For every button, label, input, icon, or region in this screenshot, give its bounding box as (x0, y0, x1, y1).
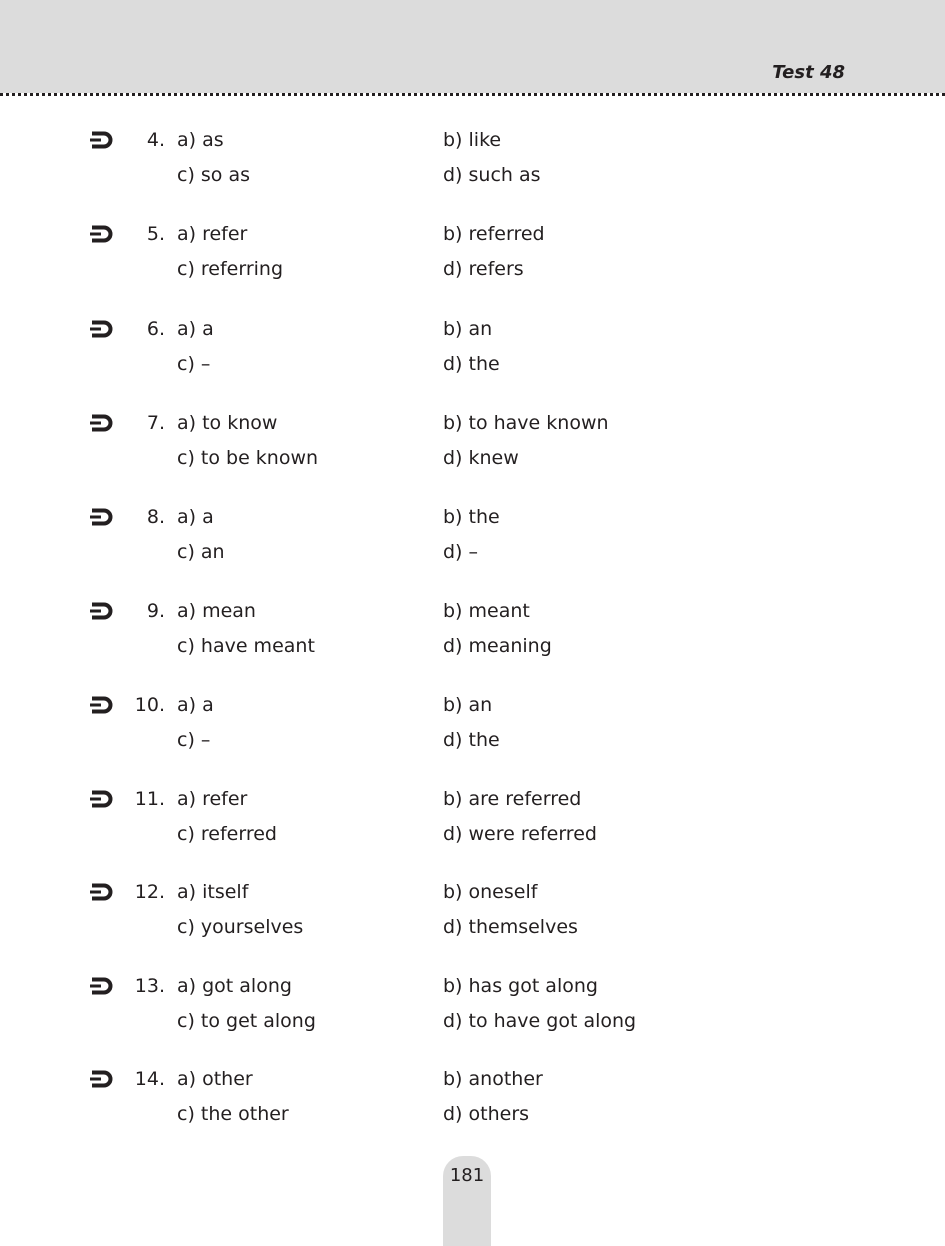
question-item (0, 412, 945, 482)
option-d: d) meaning (443, 635, 552, 657)
option-a: a) got along (177, 975, 292, 997)
question-number: 12. (134, 881, 165, 903)
test-label: Test 48 (772, 62, 845, 83)
option-c: c) the other (177, 1103, 289, 1125)
option-b: b) the (443, 506, 500, 528)
question-number: 10. (134, 694, 165, 716)
option-d: d) such as (443, 164, 541, 186)
option-b: b) another (443, 1068, 543, 1090)
option-c: c) yourselves (177, 916, 304, 938)
question-item (0, 506, 945, 576)
question-item (0, 1068, 945, 1138)
option-d: d) the (443, 353, 500, 375)
arrow-right-curved-icon (90, 694, 114, 716)
question-number: 14. (134, 1068, 165, 1090)
option-b: b) an (443, 694, 493, 716)
question-number: 6. (146, 318, 165, 340)
arrow-right-curved-icon (90, 318, 114, 340)
option-c: c) an (177, 541, 225, 563)
option-c: c) referring (177, 258, 284, 280)
option-d: d) – (443, 541, 479, 563)
option-a: a) as (177, 129, 224, 151)
question-item (0, 318, 945, 388)
option-d: d) refers (443, 258, 524, 280)
option-b: b) meant (443, 600, 530, 622)
option-c: c) have meant (177, 635, 315, 657)
option-b: b) oneself (443, 881, 538, 903)
option-c: c) to be known (177, 447, 319, 469)
arrow-right-curved-icon (90, 881, 114, 903)
arrow-right-curved-icon (90, 129, 114, 151)
arrow-right-curved-icon (90, 788, 114, 810)
option-a: a) itself (177, 881, 249, 903)
question-item (0, 694, 945, 764)
option-d: d) were referred (443, 823, 597, 845)
question-item (0, 223, 945, 293)
option-a: a) refer (177, 223, 248, 245)
option-d: d) the (443, 729, 500, 751)
option-c: c) referred (177, 823, 277, 845)
option-a: a) mean (177, 600, 256, 622)
question-item (0, 881, 945, 951)
question-number: 8. (146, 506, 165, 528)
question-item (0, 129, 945, 199)
question-item (0, 788, 945, 858)
arrow-right-curved-icon (90, 223, 114, 245)
option-a: a) a (177, 506, 214, 528)
option-d: d) others (443, 1103, 530, 1125)
option-a: a) to know (177, 412, 278, 434)
arrow-right-curved-icon (90, 1068, 114, 1090)
arrow-right-curved-icon (90, 600, 114, 622)
arrow-right-curved-icon (90, 506, 114, 528)
question-item (0, 975, 945, 1045)
option-c: c) – (177, 353, 211, 375)
option-a: a) a (177, 694, 214, 716)
option-d: d) themselves (443, 916, 578, 938)
dotted-divider (0, 93, 945, 96)
option-b: b) an (443, 318, 493, 340)
question-number: 5. (146, 223, 165, 245)
option-b: b) to have known (443, 412, 609, 434)
option-a: a) other (177, 1068, 253, 1090)
option-c: c) to get along (177, 1010, 316, 1032)
option-b: b) are referred (443, 788, 582, 810)
question-number: 4. (146, 129, 165, 151)
page-number: 181 (449, 1165, 485, 1186)
arrow-right-curved-icon (90, 975, 114, 997)
question-number: 13. (134, 975, 165, 997)
question-number: 11. (134, 788, 165, 810)
option-a: a) a (177, 318, 214, 340)
option-c: c) so as (177, 164, 251, 186)
option-d: d) to have got along (443, 1010, 637, 1032)
question-item (0, 600, 945, 670)
option-b: b) referred (443, 223, 545, 245)
option-a: a) refer (177, 788, 248, 810)
question-number: 7. (146, 412, 165, 434)
option-b: b) like (443, 129, 502, 151)
option-b: b) has got along (443, 975, 598, 997)
option-c: c) – (177, 729, 211, 751)
option-d: d) knew (443, 447, 519, 469)
question-number: 9. (146, 600, 165, 622)
arrow-right-curved-icon (90, 412, 114, 434)
